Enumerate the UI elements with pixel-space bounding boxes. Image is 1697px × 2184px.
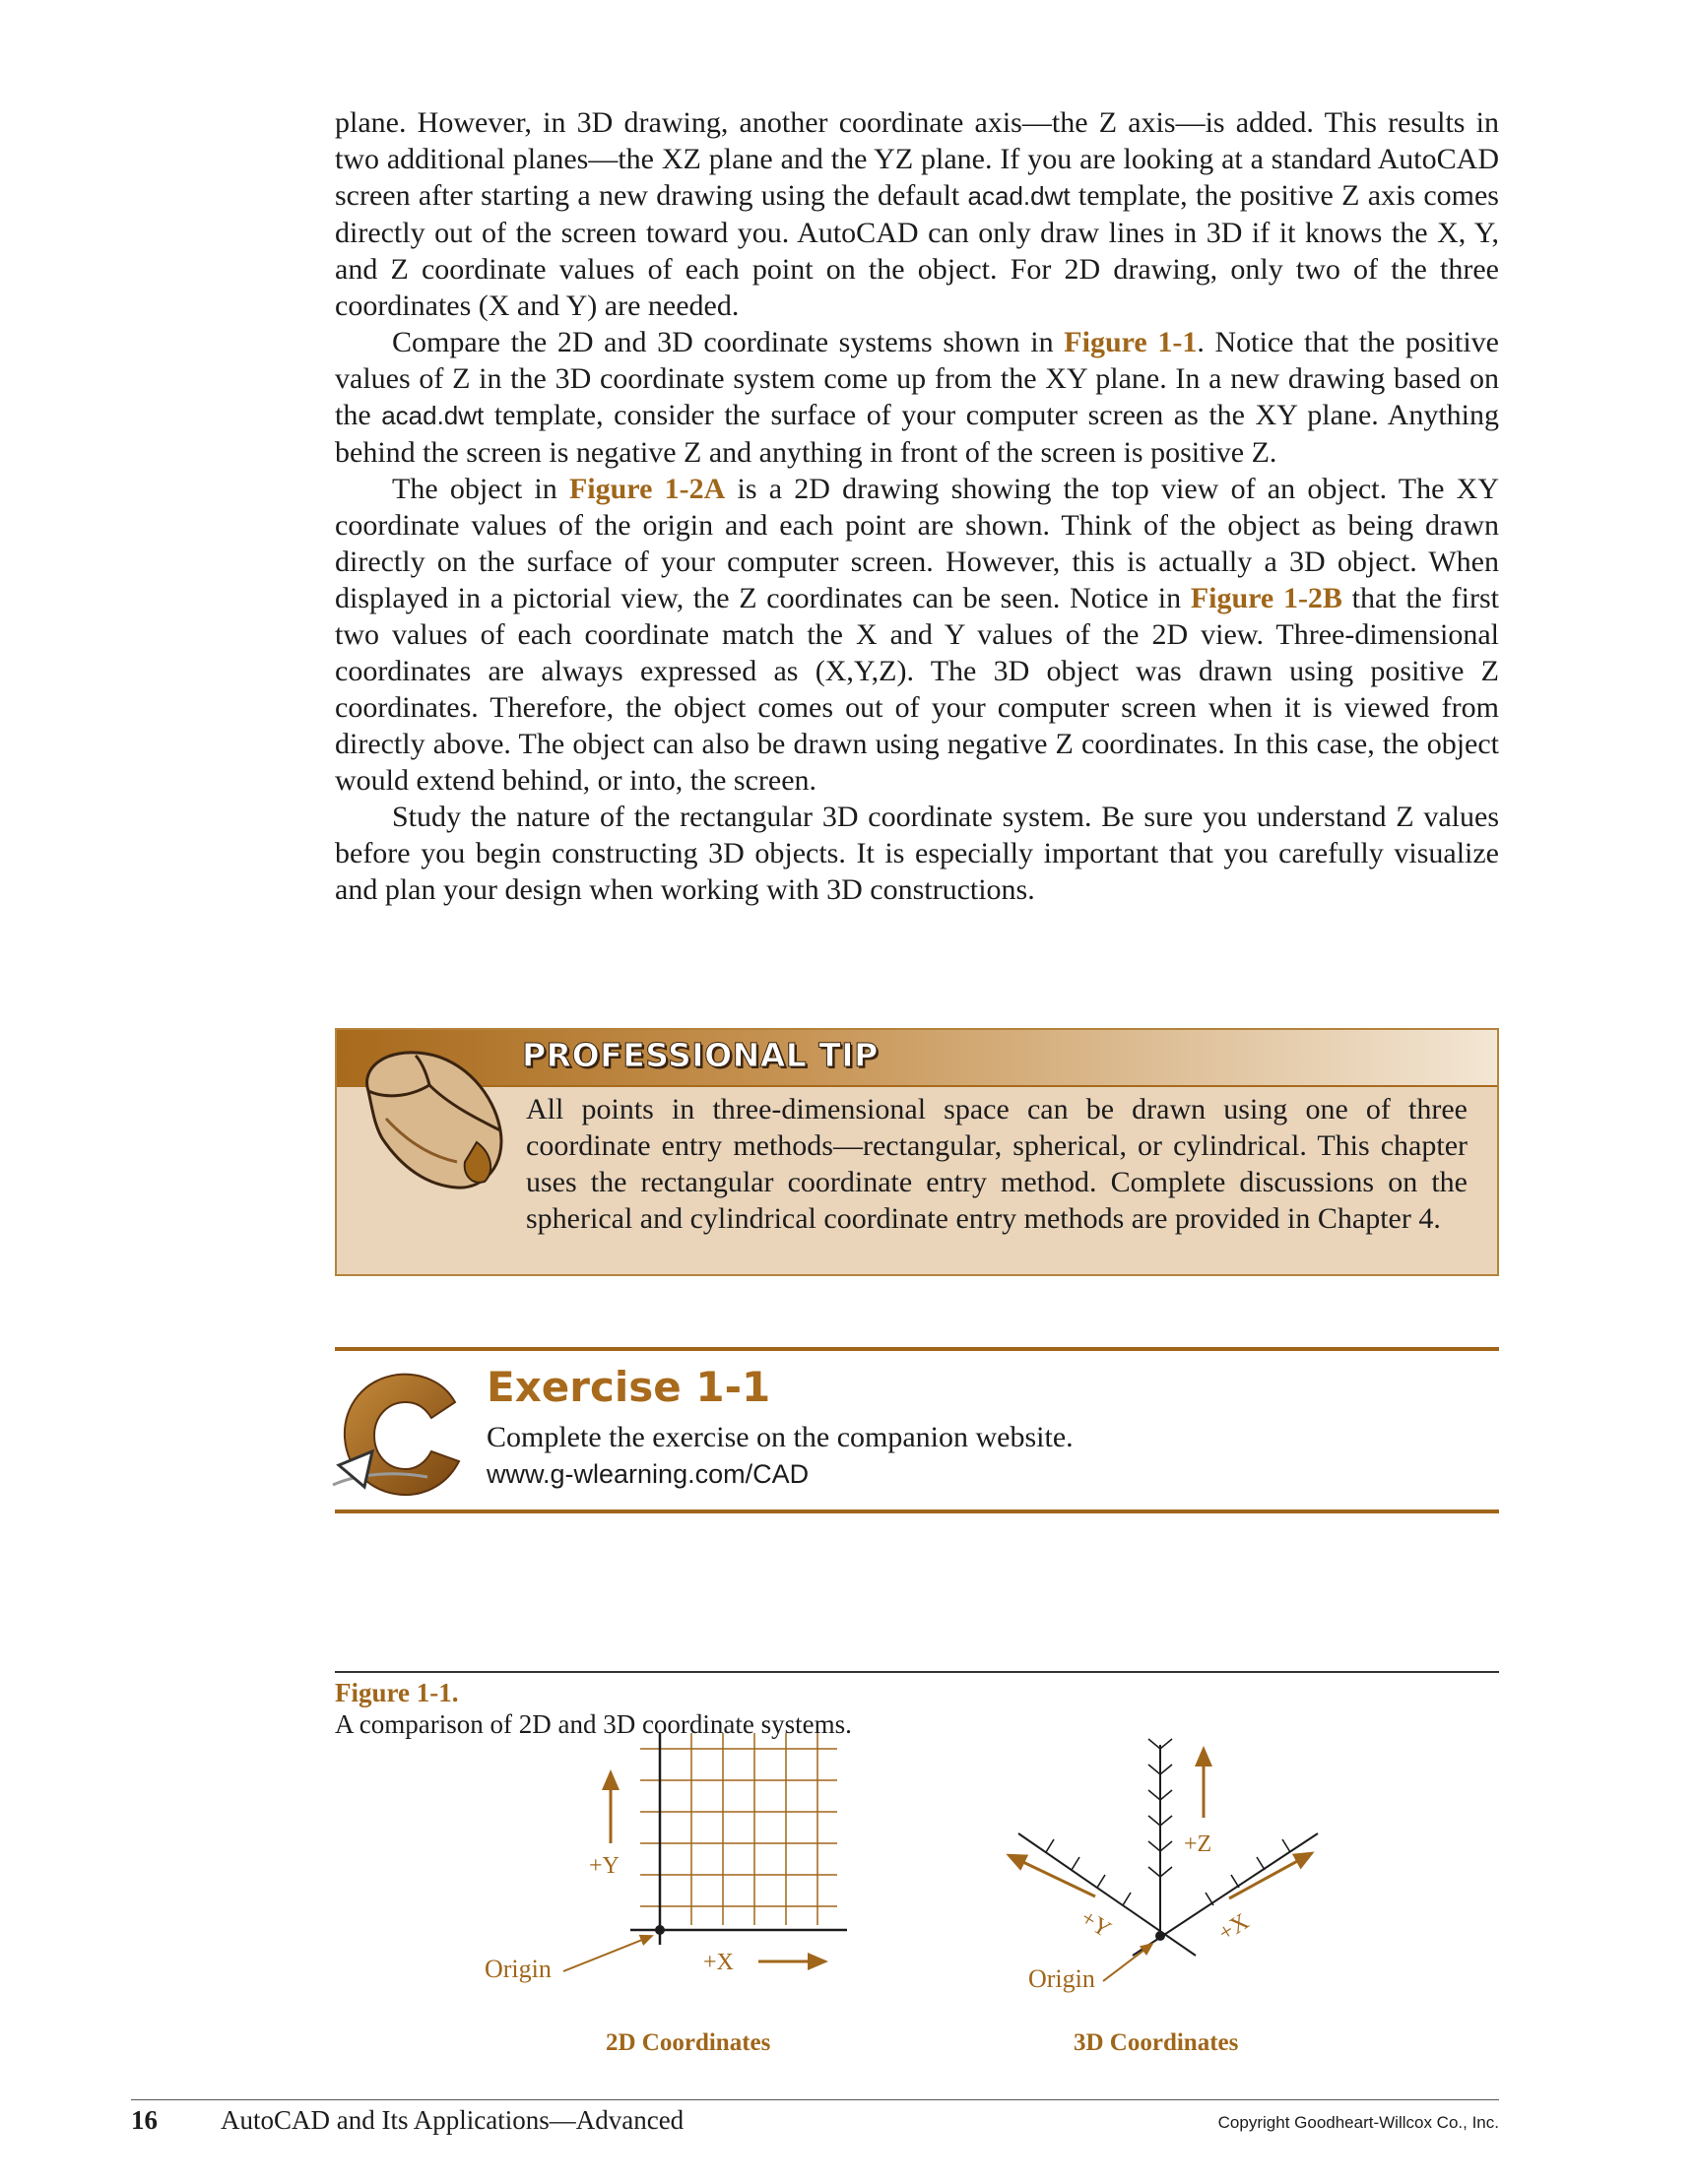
3d-origin-label: Origin (1028, 1964, 1095, 1993)
paragraph-4: Study the nature of the rectangular 3D coordinate system. Be sure you understand Z values before you begin constructing 3D objects. It is especially important that you carefully visualize and plan your design when working with 3D constructions. (335, 801, 1499, 906)
page-number: 16 (131, 2105, 158, 2135)
footer-rule (131, 2099, 1499, 2100)
copyright-notice: Copyright Goodheart-Willcox Co., Inc. (1217, 2113, 1499, 2132)
2d-diagram-title: 2D Coordinates (606, 2029, 771, 2056)
2d-axes (630, 1733, 847, 1945)
3d-diagram-title: 3D Coordinates (1074, 2029, 1239, 2056)
paragraph-1: plane. However, in 3D drawing, another coordinate axis—the Z axis—is added. This results in two additional planes—the XZ plane and the YZ plane. If you are looking at a standard AutoCAD screen after starting a new drawing using the default acad.dwt template, the positive Z axis comes directly out of the screen toward you. AutoCAD can only draw lines in 3D if it knows the X, Y, and Z coordinate values of each point on the object. For 2D drawing, only two of the three coordinates (X and Y) are needed. (335, 106, 1499, 322)
2d-origin-label: Origin (485, 1955, 552, 1983)
exercise-description: Complete the exercise on the companion website. (487, 1421, 1074, 1453)
3d-origin-point (1155, 1931, 1165, 1941)
paragraph-2: Compare the 2D and 3D coordinate systems shown in Figure 1-1. Notice that the positive values of Z in the 3D coordinate system come up from the XY plane. In a new drawing based on the acad.dwt template, consider the surface of your computer screen as the XY plane. Anything behind the screen is negative Z and anything in front of the screen is positive Z. (335, 326, 1499, 469)
3d-z-label: +Z (1184, 1831, 1212, 1857)
2d-origin-point (655, 1925, 665, 1935)
book-title: AutoCAD and Its Applications—Advanced (221, 2105, 685, 2135)
figure-reference[interactable]: Figure 1-2B (1190, 582, 1342, 614)
2d-y-label: +Y (589, 1853, 620, 1879)
2d-grid (640, 1733, 837, 1945)
figure-reference[interactable]: Figure 1-2A (568, 473, 726, 505)
3d-origin-leader (1103, 1944, 1152, 1981)
3d-y-arrow (1009, 1855, 1095, 1896)
figure-reference[interactable]: Figure 1-1 (1064, 326, 1198, 358)
exercise-title: Exercise 1-1 (487, 1363, 771, 1411)
2d-origin-leader (563, 1936, 652, 1971)
3d-axes (1018, 1745, 1318, 1956)
2d-x-label: +X (703, 1950, 734, 1975)
3d-y-ticks (1046, 1839, 1131, 1905)
tip-title: PROFESSIONAL TIP (522, 1036, 879, 1074)
tip-text: All points in three-dimensional space can be drawn using one of three coordinate entry methods—rectangular, spherical, or cylindrical. This chapter uses the rectangular coordinate entry method. Complete discussions on the spherical and cylindrical coordinate entry methods are provided in Chapter 4. (526, 1093, 1468, 1235)
3d-x-arrow (1229, 1853, 1312, 1898)
3d-x-label: +X (1213, 1908, 1254, 1947)
paragraph-3: The object in Figure 1-2A is a 2D drawing showing the top view of an object. The XY coordinate values of the origin and each point are shown. Think of the object as being drawn directly on the surface of your computer screen. However, this is actually a 3D object. When displayed in a pictorial view, the Z coordinates can be seen. Notice in Figure 1-2B that the first two values of each coordinate match the X and Y values of the 2D view. Three-dimensional coordinates are always expressed as (X,Y,Z). The 3D object was drawn using positive Z coordinates. Therefore, the object comes out of your computer screen when it is viewed from directly above. The object can also be drawn using negative Z coordinates. In this case, the object would extend behind, or into, the screen. (335, 473, 1500, 797)
3d-y-label: +Y (1076, 1904, 1116, 1944)
exercise-url-link[interactable]: www.g-wlearning.com/CAD (487, 1459, 810, 1489)
figure-label: Figure 1-1. (335, 1678, 459, 1707)
figure-caption: A comparison of 2D and 3D coordinate systems. (335, 1709, 852, 1739)
